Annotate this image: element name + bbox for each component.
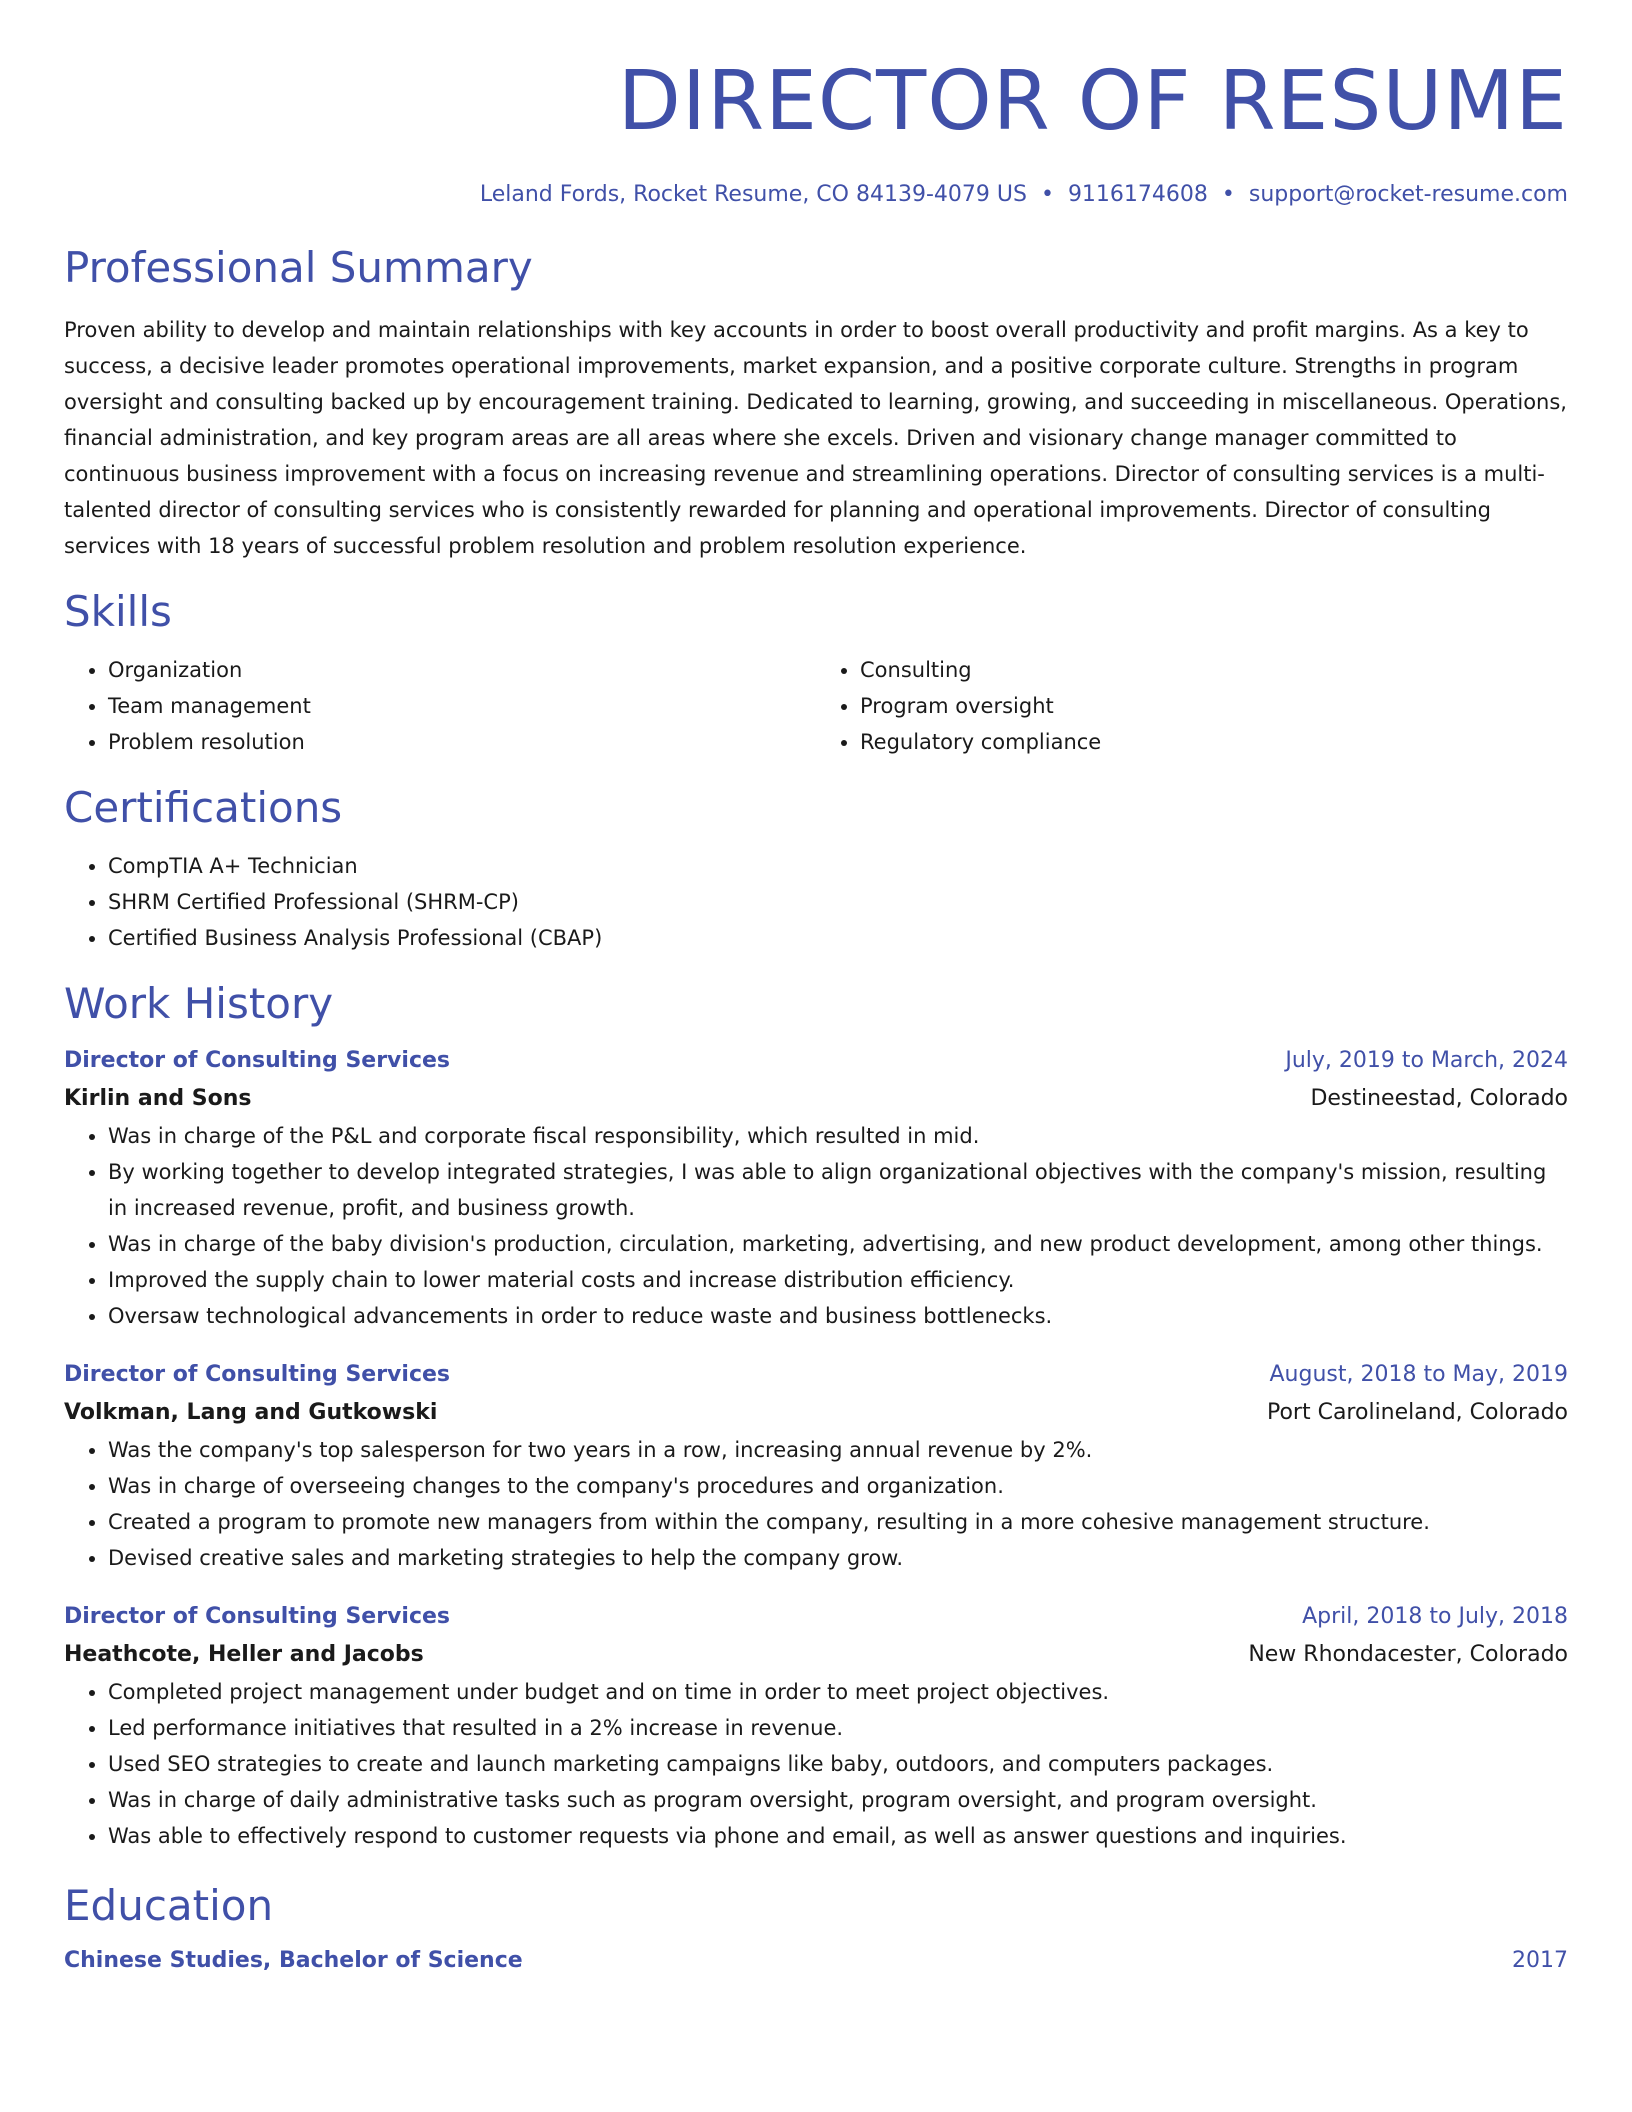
job-location: New Rhondacester, Colorado xyxy=(1248,1642,1568,1667)
job-bullet: • Was the company's top salesperson for two years in a row, increasing annual revenue by 2%. xyxy=(108,1432,1568,1468)
job-bullet: • Improved the supply chain to lower material costs and increase distribution efficiency. xyxy=(108,1262,1568,1298)
certification-item: • CompTIA A+ Technician xyxy=(108,848,1568,884)
job-dates: April, 2018 to July, 2018 xyxy=(1302,1604,1568,1629)
skill-item: • Program oversight xyxy=(860,688,1568,724)
certification-item: • Certified Business Analysis Professional (CBAP) xyxy=(108,920,1568,956)
certifications-heading: Certifications xyxy=(64,783,343,832)
contact-separator: • xyxy=(1040,182,1054,207)
job-bullets xyxy=(64,1674,1568,1854)
skill-item: • Organization xyxy=(108,652,816,688)
work-history-heading: Work History xyxy=(64,979,334,1028)
job-bullet: • By working together to develop integrated strategies, I was able to align organizational objectives with the company's mission, resulting in increased revenue, profit, and business growth. xyxy=(108,1154,1568,1226)
certifications-list xyxy=(64,848,1568,956)
job-bullet: • Was in charge of daily administrative tasks such as program oversight, program oversight, and program oversight. xyxy=(108,1782,1568,1818)
job-bullet: • Devised creative sales and marketing strategies to help the company grow. xyxy=(108,1540,1568,1576)
job-bullet: • Was in charge of overseeing changes to the company's procedures and organization. xyxy=(108,1468,1568,1504)
summary-text: Proven ability to develop and maintain relationships with key accounts in order to boost overall productivity and profit margins. As a key to success, a decisive leader promotes operational improvements, market expansion, and a positive corporate culture. Strengths in program oversight and consulting backed up by encouragement training. Dedicated to learning, growing, and succeeding in miscellaneous. Operations, financial administration, and key program areas are all areas where she excels. Driven and visionary change manager committed to continuous business improvement with a focus on increasing revenue and streamlining operations. Director of consulting services is a multi-talented director of consulting services who is consistently rewarded for planning and operational improvements. Director of consulting services with 18 years of successful problem resolution and problem resolution experience. xyxy=(64,318,1567,558)
job-bullet: • Completed project management under budget and on time in order to meet project objectives. xyxy=(108,1674,1568,1710)
job-dates: July, 2019 to March, 2024 xyxy=(1285,1048,1568,1073)
job-title: Director of Consulting Services xyxy=(64,1604,450,1629)
skill-item: • Consulting xyxy=(860,652,1568,688)
job-bullet: • Oversaw technological advancements in order to reduce waste and business bottlenecks. xyxy=(108,1298,1568,1334)
job-bullets xyxy=(64,1118,1568,1334)
job-bullet: • Was in charge of the baby division's production, circulation, marketing, advertising, and new product development, among other things. xyxy=(108,1226,1568,1262)
job-company: Heathcote, Heller and Jacobs xyxy=(64,1642,424,1667)
job-title: Director of Consulting Services xyxy=(64,1362,450,1387)
contact-phone: 9116174608 xyxy=(1067,182,1208,207)
contact-separator: • xyxy=(1221,182,1235,207)
job-bullet: • Was able to effectively respond to customer requests via phone and email, as well as answer questions and inquiries. xyxy=(108,1818,1568,1854)
job-location: Destineestad, Colorado xyxy=(1310,1086,1568,1111)
skill-item: • Regulatory compliance xyxy=(860,724,1568,760)
skill-item: • Problem resolution xyxy=(108,724,816,760)
job-bullet: • Used SEO strategies to create and launch marketing campaigns like baby, outdoors, and computers packages. xyxy=(108,1746,1568,1782)
skills-left-column xyxy=(64,652,816,760)
job-entry xyxy=(64,1356,1568,1576)
contact-line xyxy=(64,180,1568,210)
education-degree: Chinese Studies, Bachelor of Science xyxy=(64,1948,523,1973)
education-entry xyxy=(64,1942,1568,1980)
job-entry xyxy=(64,1042,1568,1334)
job-location: Port Carolineland, Colorado xyxy=(1266,1400,1568,1425)
education-year: 2017 xyxy=(1512,1948,1568,1973)
job-title: Director of Consulting Services xyxy=(64,1048,450,1073)
job-company: Kirlin and Sons xyxy=(64,1086,252,1111)
contact-email: support@rocket-resume.com xyxy=(1248,182,1568,207)
skills-list xyxy=(64,652,1568,760)
resume-title: DIRECTOR OF RESUME xyxy=(617,54,1568,149)
job-entry xyxy=(64,1598,1568,1854)
skills-right-column xyxy=(816,652,1568,760)
job-company: Volkman, Lang and Gutkowski xyxy=(64,1400,438,1425)
job-bullet: • Created a program to promote new managers from within the company, resulting in a more cohesive management structure. xyxy=(108,1504,1568,1540)
job-dates: August, 2018 to May, 2019 xyxy=(1269,1362,1568,1387)
certification-item: • SHRM Certified Professional (SHRM-CP) xyxy=(108,884,1568,920)
skill-item: • Team management xyxy=(108,688,816,724)
contact-address: Leland Fords, Rocket Resume, CO 84139-4079 US xyxy=(479,182,1027,207)
education-heading: Education xyxy=(64,1881,274,1930)
job-bullet: • Was in charge of the P&L and corporate fiscal responsibility, which resulted in mid. xyxy=(108,1118,1568,1154)
job-bullet: • Led performance initiatives that resulted in a 2% increase in revenue. xyxy=(108,1710,1568,1746)
skills-heading: Skills xyxy=(64,587,172,636)
summary-heading: Professional Summary xyxy=(64,243,533,292)
job-bullets xyxy=(64,1432,1568,1576)
